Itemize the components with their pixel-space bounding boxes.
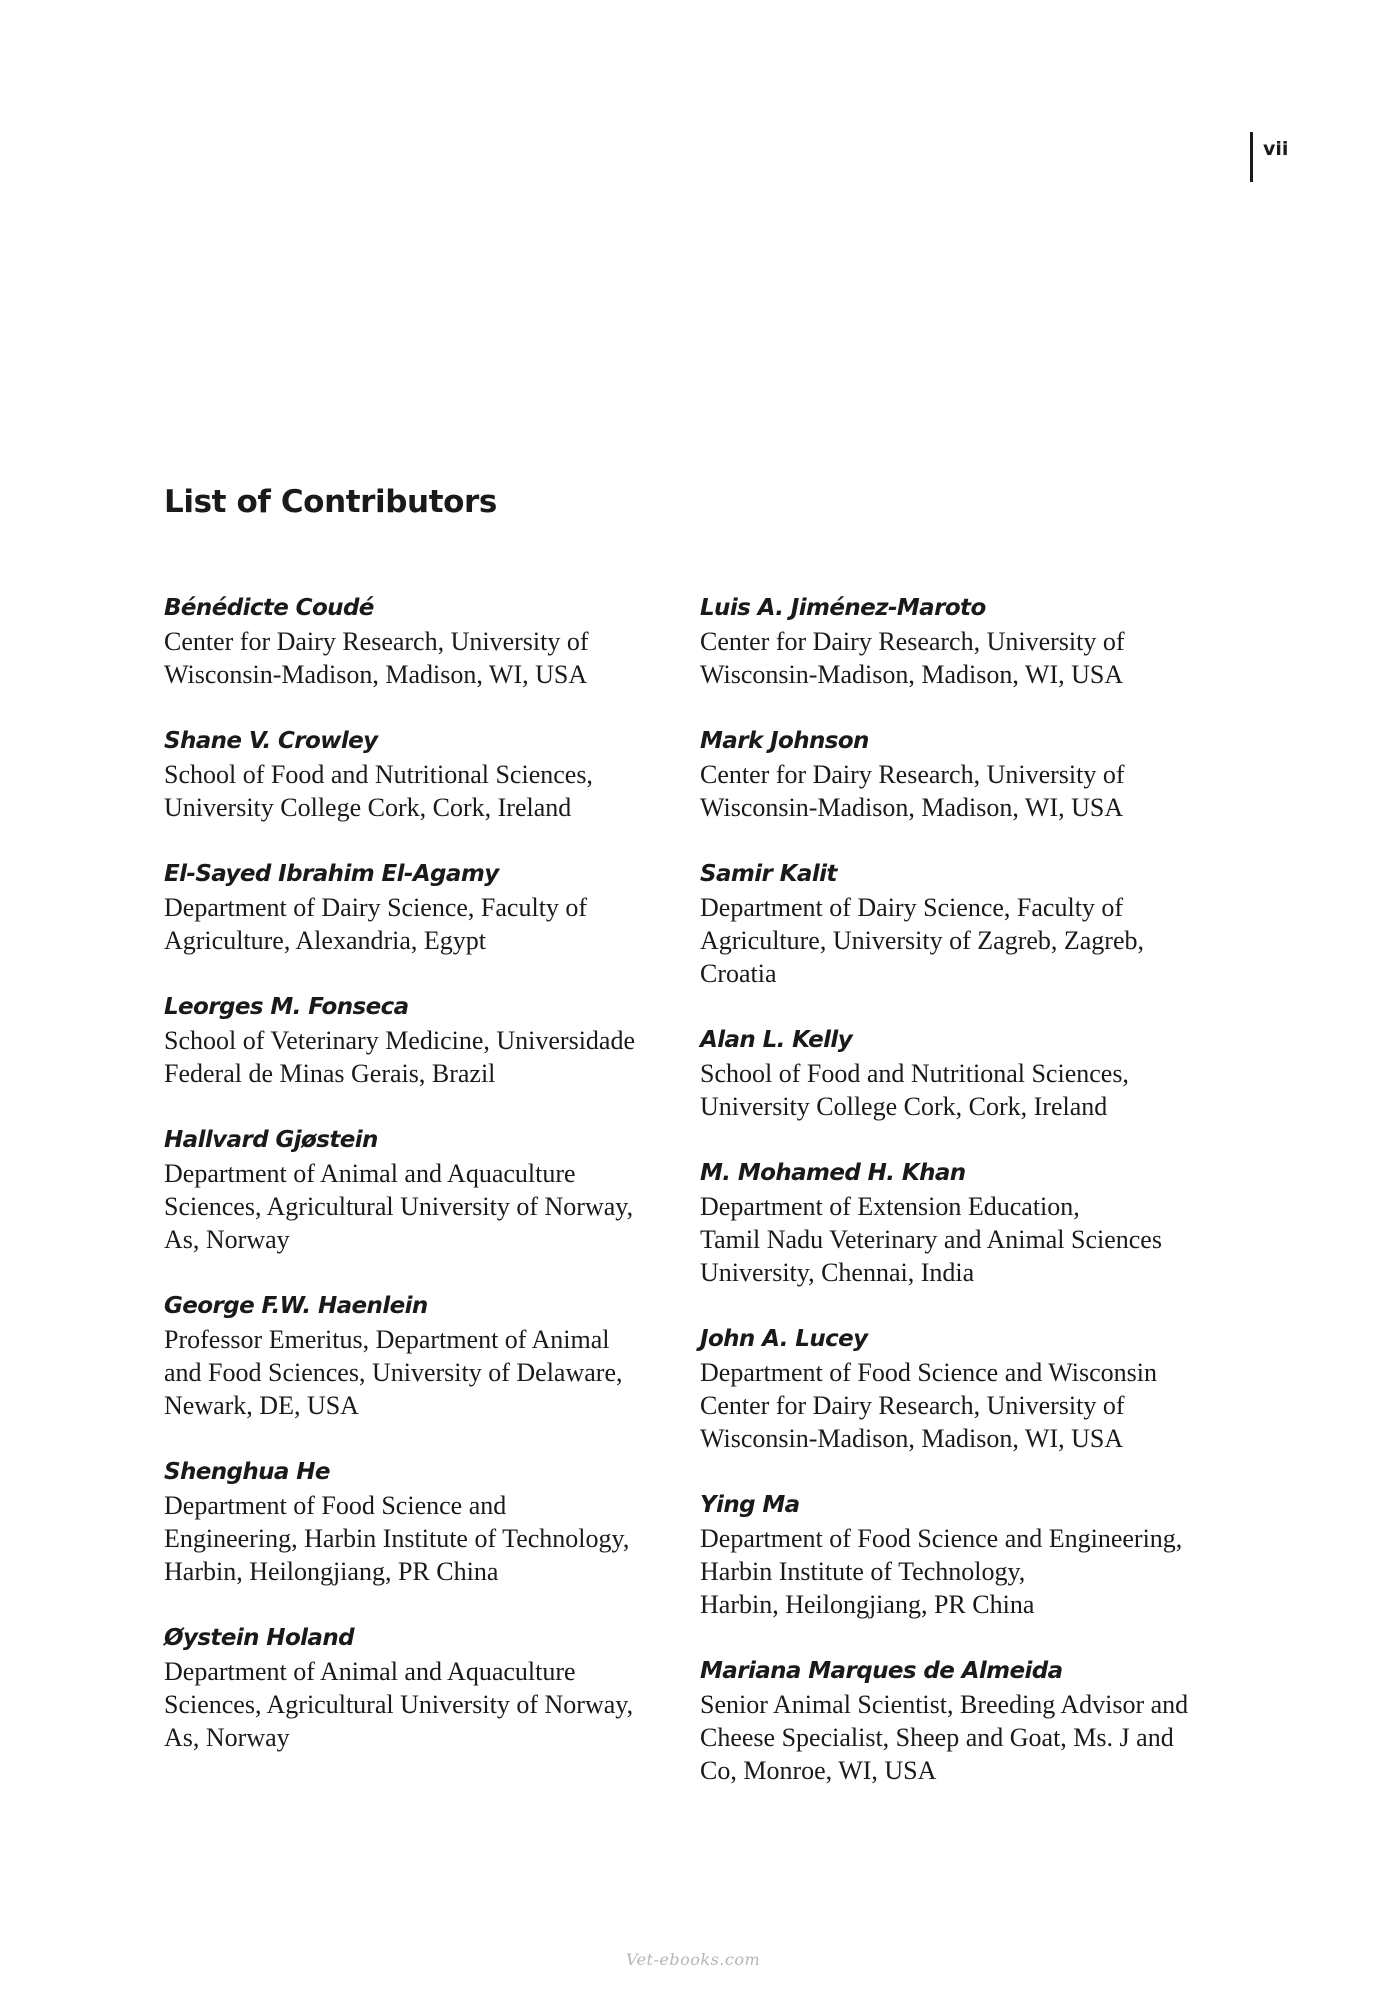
- contributor-entry: [700, 1023, 1240, 1123]
- contributor-entry: [700, 857, 1240, 990]
- contributor-affiliation-line: School of Veterinary Medicine, Universidade: [164, 1026, 635, 1055]
- contributor-affiliation-line: Department of Animal and Aquaculture: [164, 1657, 576, 1686]
- contributor-affiliation-line: Center for Dairy Research, University of: [700, 760, 1125, 789]
- contributor-affiliation-line: Department of Food Science and: [164, 1491, 507, 1520]
- contributor-name: Mark Johnson: [700, 728, 869, 754]
- contributor-affiliation-line: Engineering, Harbin Institute of Technology,: [164, 1524, 630, 1553]
- contributor-affiliation-line: Harbin, Heilongjiang, PR China: [164, 1557, 499, 1586]
- contributor-name: Shane V. Crowley: [164, 728, 378, 754]
- contributor-name: Shenghua He: [164, 1459, 330, 1485]
- contributor-affiliation-line: Department of Food Science and Engineering,: [700, 1524, 1183, 1553]
- contributor-affiliation-line: As, Norway: [164, 1723, 290, 1752]
- contributor-affiliation-line: Federal de Minas Gerais, Brazil: [164, 1059, 496, 1088]
- contributor-affiliation-line: Agriculture, University of Zagreb, Zagreb,: [700, 926, 1145, 955]
- contributors-right-column: [700, 591, 1240, 1820]
- contributor-affiliation-line: School of Food and Nutritional Sciences,: [164, 760, 593, 789]
- contributor-name: Leorges M. Fonseca: [164, 994, 409, 1020]
- contributor-name: Alan L. Kelly: [700, 1027, 853, 1053]
- page-number-marker: [1250, 132, 1288, 182]
- contributor-entry: [700, 724, 1240, 824]
- contributor-affiliation-line: Wisconsin-Madison, Madison, WI, USA: [700, 793, 1124, 822]
- contributor-affiliation-line: Department of Extension Education,: [700, 1192, 1080, 1221]
- contributor-affiliation-line: University, Chennai, India: [700, 1258, 975, 1287]
- contributor-affiliation-line: Tamil Nadu Veterinary and Animal Sciences: [700, 1225, 1162, 1254]
- contributor-entry: [700, 1156, 1240, 1289]
- contributor-affiliation-line: Wisconsin-Madison, Madison, WI, USA: [700, 1424, 1124, 1453]
- contributor-name: Hallvard Gjøstein: [164, 1127, 378, 1153]
- contributor-affiliation-line: Wisconsin-Madison, Madison, WI, USA: [164, 660, 588, 689]
- contributor-affiliation-line: Senior Animal Scientist, Breeding Advisor and: [700, 1690, 1189, 1719]
- contributor-entry: [164, 1289, 704, 1422]
- contributor-affiliation-line: Center for Dairy Research, University of: [700, 627, 1125, 656]
- contributor-affiliation-line: Co, Monroe, WI, USA: [700, 1756, 937, 1785]
- contributor-name: Bénédicte Coudé: [164, 595, 374, 621]
- page-title: List of Contributors: [164, 484, 497, 520]
- contributor-affiliation-line: Department of Animal and Aquaculture: [164, 1159, 576, 1188]
- contributor-name: El-Sayed Ibrahim El-Agamy: [164, 861, 499, 887]
- contributor-entry: [700, 1488, 1240, 1621]
- contributor-affiliation-line: Harbin, Heilongjiang, PR China: [700, 1590, 1035, 1619]
- contributor-affiliation-line: Sciences, Agricultural University of Norway,: [164, 1690, 634, 1719]
- contributor-affiliation-line: Newark, DE, USA: [164, 1391, 359, 1420]
- contributor-affiliation-line: Sciences, Agricultural University of Norway,: [164, 1192, 634, 1221]
- contributor-name: John A. Lucey: [700, 1326, 868, 1352]
- contributor-entry: [164, 857, 704, 957]
- contributor-affiliation-line: Croatia: [700, 959, 777, 988]
- contributors-left-column: [164, 591, 704, 1787]
- contributor-affiliation-line: and Food Sciences, University of Delaware,: [164, 1358, 623, 1387]
- contributor-entry: [164, 990, 704, 1090]
- contributor-entry: [700, 591, 1240, 691]
- contributor-affiliation-line: University College Cork, Cork, Ireland: [700, 1092, 1108, 1121]
- contributor-affiliation-line: Department of Dairy Science, Faculty of: [700, 893, 1124, 922]
- contributor-name: Øystein Holand: [164, 1625, 354, 1651]
- contributor-affiliation-line: As, Norway: [164, 1225, 290, 1254]
- contributor-affiliation-line: Harbin Institute of Technology,: [700, 1557, 1026, 1586]
- contributor-entry: [164, 591, 704, 691]
- contributor-affiliation-line: Agriculture, Alexandria, Egypt: [164, 926, 487, 955]
- contributor-affiliation-line: School of Food and Nutritional Sciences,: [700, 1059, 1129, 1088]
- contributor-affiliation-line: Professor Emeritus, Department of Animal: [164, 1325, 610, 1354]
- page-number: vii: [1263, 138, 1289, 160]
- contributor-entry: [164, 1621, 704, 1754]
- contributor-affiliation-line: Cheese Specialist, Sheep and Goat, Ms. J and: [700, 1723, 1174, 1752]
- contributor-name: Samir Kalit: [700, 861, 837, 887]
- contributor-affiliation-line: Department of Dairy Science, Faculty of: [164, 893, 588, 922]
- contributor-affiliation-line: Center for Dairy Research, University of: [700, 1391, 1125, 1420]
- contributor-name: Luis A. Jiménez-Maroto: [700, 595, 986, 621]
- watermark: Vet-ebooks.com: [626, 1950, 761, 1969]
- contributor-entry: [164, 1123, 704, 1256]
- contributor-name: M. Mohamed H. Khan: [700, 1160, 966, 1186]
- contributor-name: Mariana Marques de Almeida: [700, 1658, 1063, 1684]
- contributor-affiliation-line: University College Cork, Cork, Ireland: [164, 793, 572, 822]
- contributor-entry: [164, 1455, 704, 1588]
- contributor-affiliation-line: Wisconsin-Madison, Madison, WI, USA: [700, 660, 1124, 689]
- contributor-entry: [700, 1322, 1240, 1455]
- contributor-affiliation-line: Center for Dairy Research, University of: [164, 627, 589, 656]
- contributor-entry: [164, 724, 704, 824]
- contributor-affiliation-line: Department of Food Science and Wisconsin: [700, 1358, 1157, 1387]
- contributor-name: George F.W. Haenlein: [164, 1293, 428, 1319]
- contributor-name: Ying Ma: [700, 1492, 800, 1518]
- contributor-entry: [700, 1654, 1240, 1787]
